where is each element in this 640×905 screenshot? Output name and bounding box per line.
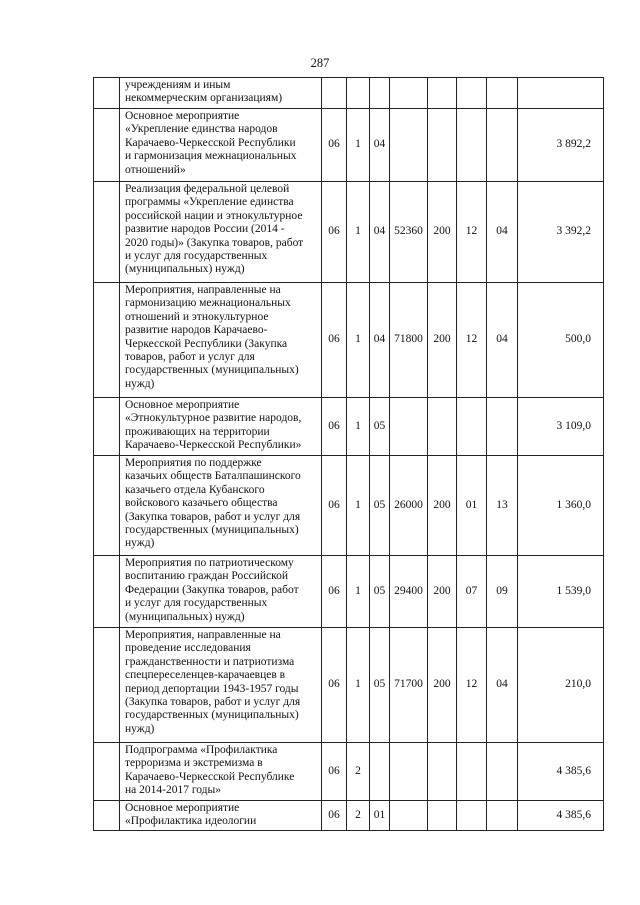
row-name-cell bbox=[120, 801, 322, 831]
row-name: Основное мероприятие «Этнокультурное развитие народов, проживающих на территории Карачаево-Черкесской Республики» bbox=[125, 399, 302, 452]
code-cell-c4 bbox=[390, 109, 428, 182]
code-cell-c5: 200 bbox=[428, 556, 457, 628]
amount-cell: 4 385,6 bbox=[518, 743, 604, 801]
row-name-cell bbox=[120, 398, 322, 456]
code-cell-c5: 200 bbox=[428, 182, 457, 283]
table-row bbox=[94, 556, 604, 628]
row-name-cell bbox=[120, 743, 322, 801]
row-index-cell bbox=[94, 78, 120, 109]
code-cell-c2: 1 bbox=[347, 182, 370, 283]
code-cell-c4: 29400 bbox=[390, 556, 428, 628]
code-cell-c3: 04 bbox=[370, 283, 390, 398]
row-index-cell bbox=[94, 628, 120, 743]
code-cell-c3: 05 bbox=[370, 456, 390, 556]
code-cell-c4: 26000 bbox=[390, 456, 428, 556]
code-cell-c7 bbox=[487, 109, 518, 182]
code-cell-c6 bbox=[457, 398, 487, 456]
code-cell-c7: 04 bbox=[487, 283, 518, 398]
table-row bbox=[94, 456, 604, 556]
table-row bbox=[94, 398, 604, 456]
page-number: 287 bbox=[310, 56, 330, 70]
code-cell-c4 bbox=[390, 78, 428, 109]
row-name: Реализация федеральной целевой программы «Укрепление единства российской нации и этнокультурное развитие народов России (2014 - 2020 годы)» (Закупка товаров, работ и услуг для государственных (муниципальных) нужд) bbox=[125, 183, 304, 276]
code-cell-c6 bbox=[457, 78, 487, 109]
code-cell-c6 bbox=[457, 801, 487, 831]
code-cell-c6: 12 bbox=[457, 283, 487, 398]
code-cell-c6: 12 bbox=[457, 628, 487, 743]
table-row bbox=[94, 78, 604, 109]
code-cell-c1: 06 bbox=[322, 743, 347, 801]
table-row bbox=[94, 628, 604, 743]
code-cell-c1: 06 bbox=[322, 398, 347, 456]
amount-cell: 1 539,0 bbox=[518, 556, 604, 628]
code-cell-c1: 06 bbox=[322, 556, 347, 628]
row-index-cell bbox=[94, 456, 120, 556]
row-index-cell bbox=[94, 109, 120, 182]
code-cell-c1 bbox=[322, 78, 347, 109]
code-cell-c2: 1 bbox=[347, 398, 370, 456]
table-row bbox=[94, 743, 604, 801]
code-cell-c5 bbox=[428, 398, 457, 456]
row-index-cell bbox=[94, 743, 120, 801]
code-cell-c3: 05 bbox=[370, 556, 390, 628]
code-cell-c7: 04 bbox=[487, 628, 518, 743]
amount-cell bbox=[518, 78, 604, 109]
code-cell-c2: 1 bbox=[347, 109, 370, 182]
code-cell-c5 bbox=[428, 109, 457, 182]
code-cell-c6: 12 bbox=[457, 182, 487, 283]
code-cell-c4 bbox=[390, 801, 428, 831]
table-row bbox=[94, 109, 604, 182]
amount-cell: 3 392,2 bbox=[518, 182, 604, 283]
code-cell-c1: 06 bbox=[322, 109, 347, 182]
code-cell-c5 bbox=[428, 743, 457, 801]
code-cell-c5 bbox=[428, 78, 457, 109]
code-cell-c4 bbox=[390, 743, 428, 801]
code-cell-c3: 05 bbox=[370, 628, 390, 743]
row-name-cell bbox=[120, 182, 322, 283]
code-cell-c5 bbox=[428, 801, 457, 831]
row-name: Мероприятия, направленные на проведение исследования гражданственности и патриотизма спецпереселенцев-карачаевцев в период депортации 1943-1957 годы (Закупка товаров, работ и услуг для государственных (муниципальных) нужд) bbox=[125, 629, 301, 735]
row-name: учреждениям и иным некоммерческим организациям) bbox=[125, 79, 283, 105]
code-cell-c3: 04 bbox=[370, 182, 390, 283]
code-cell-c5: 200 bbox=[428, 283, 457, 398]
code-cell-c2: 1 bbox=[347, 456, 370, 556]
table-row bbox=[94, 283, 604, 398]
row-name-cell bbox=[120, 109, 322, 182]
row-name: Подпрограмма «Профилактика терроризма и экстремизма в Карачаево-Черкесской Республике на 2014-2017 годы» bbox=[125, 744, 295, 797]
code-cell-c7: 04 bbox=[487, 182, 518, 283]
code-cell-c6: 01 bbox=[457, 456, 487, 556]
code-cell-c2: 1 bbox=[347, 556, 370, 628]
code-cell-c5: 200 bbox=[428, 456, 457, 556]
row-name-cell bbox=[120, 556, 322, 628]
code-cell-c1: 06 bbox=[322, 182, 347, 283]
code-cell-c4: 52360 bbox=[390, 182, 428, 283]
code-cell-c3 bbox=[370, 743, 390, 801]
row-index-cell bbox=[94, 801, 120, 831]
code-cell-c7: 09 bbox=[487, 556, 518, 628]
row-name: Мероприятия по поддержке казачьих обществ Баталпашинского казачьего отдела Кубанского войскового казачьего общества (Закупка товаров, работ и услуг для государственных (муниципальных) нужд) bbox=[125, 457, 301, 550]
code-cell-c5: 200 bbox=[428, 628, 457, 743]
row-name: Основное мероприятие «Укрепление единства народов Карачаево-Черкесской Республики и гармонизация межнациональных отношений» bbox=[125, 110, 297, 176]
code-cell-c4: 71700 bbox=[390, 628, 428, 743]
table-row bbox=[94, 801, 604, 831]
code-cell-c6 bbox=[457, 109, 487, 182]
amount-cell: 500,0 bbox=[518, 283, 604, 398]
code-cell-c1: 06 bbox=[322, 801, 347, 831]
row-index-cell bbox=[94, 283, 120, 398]
code-cell-c6 bbox=[457, 743, 487, 801]
row-name-cell bbox=[120, 283, 322, 398]
row-name-cell bbox=[120, 78, 322, 109]
code-cell-c7 bbox=[487, 743, 518, 801]
row-name-cell bbox=[120, 628, 322, 743]
code-cell-c3 bbox=[370, 78, 390, 109]
code-cell-c6: 07 bbox=[457, 556, 487, 628]
row-name-cell bbox=[120, 456, 322, 556]
code-cell-c3: 04 bbox=[370, 109, 390, 182]
code-cell-c7 bbox=[487, 398, 518, 456]
code-cell-c3: 05 bbox=[370, 398, 390, 456]
code-cell-c3: 01 bbox=[370, 801, 390, 831]
code-cell-c1: 06 bbox=[322, 628, 347, 743]
table-row bbox=[94, 182, 604, 283]
amount-cell: 3 109,0 bbox=[518, 398, 604, 456]
row-index-cell bbox=[94, 182, 120, 283]
code-cell-c7 bbox=[487, 801, 518, 831]
code-cell-c2: 1 bbox=[347, 283, 370, 398]
row-index-cell bbox=[94, 556, 120, 628]
code-cell-c2 bbox=[347, 78, 370, 109]
row-index-cell bbox=[94, 398, 120, 456]
amount-cell: 4 385,6 bbox=[518, 801, 604, 831]
row-name: Мероприятия, направленные на гармонизацию межнациональных отношений и этнокультурное развитие народов Карачаево- Черкесской Республики (Закупка товаров, работ и услуг для государственных (муниципальных) нужд) bbox=[125, 284, 299, 390]
table-body bbox=[94, 78, 604, 831]
code-cell-c4: 71800 bbox=[390, 283, 428, 398]
code-cell-c1: 06 bbox=[322, 283, 347, 398]
code-cell-c7 bbox=[487, 78, 518, 109]
code-cell-c4 bbox=[390, 398, 428, 456]
budget-table bbox=[93, 77, 604, 831]
code-cell-c2: 2 bbox=[347, 801, 370, 831]
amount-cell: 1 360,0 bbox=[518, 456, 604, 556]
amount-cell: 210,0 bbox=[518, 628, 604, 743]
row-name: Основное мероприятие «Профилактика идеологии bbox=[125, 802, 257, 828]
row-name: Мероприятия по патриотическому воспитанию граждан Российской Федерации (Закупка товаров, работ и услуг для государственных (муниципальных) нужд) bbox=[125, 557, 299, 623]
code-cell-c1: 06 bbox=[322, 456, 347, 556]
code-cell-c2: 1 bbox=[347, 628, 370, 743]
amount-cell: 3 892,2 bbox=[518, 109, 604, 182]
code-cell-c2: 2 bbox=[347, 743, 370, 801]
code-cell-c7: 13 bbox=[487, 456, 518, 556]
